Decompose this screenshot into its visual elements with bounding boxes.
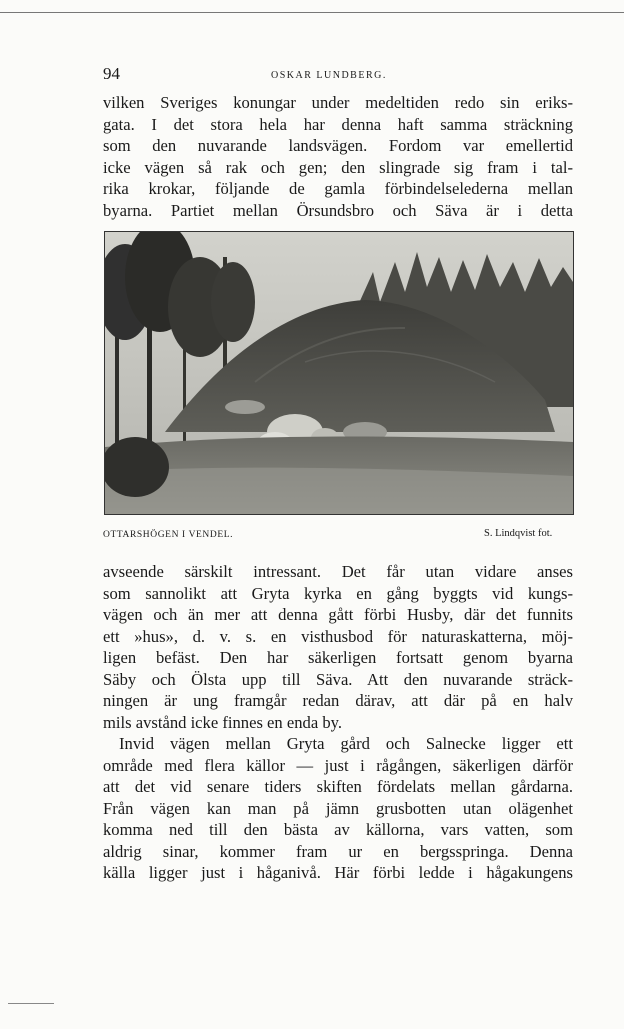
page-number: 94 <box>103 64 120 83</box>
paragraph-2 <box>103 561 573 733</box>
photo-credit: S. Lindqvist fot. <box>484 528 553 539</box>
text-line: komma ned till den bästa av källorna, vars vatten, som <box>103 820 573 839</box>
text-line: källa ligger just i håganivå. Här förbi ledde i hågakungens <box>103 863 573 882</box>
text-line: att det vid senare tiders skiften fördelats mellan gårdarna. <box>103 777 573 796</box>
text-line: rika krokar, följande de gamla förbindelselederna mellan <box>103 179 573 198</box>
text-line: vägen och än mer att denna gått förbi Husby, där det funnits <box>103 605 573 624</box>
text-line: Från vägen kan man på jämn grusbotten utan olägenhet <box>103 798 573 818</box>
text-line: vilken Sveriges konungar under medeltiden redo sin eriks- <box>103 93 573 112</box>
top-rule <box>0 12 624 13</box>
running-head: OSKAR LUNDBERG. <box>271 70 387 81</box>
text-line: avseende särskilt intressant. Det får utan vidare anses <box>103 562 573 581</box>
figure-caption: OTTARSHÖGEN I VENDEL. <box>103 530 234 540</box>
text-line: ningen är ung framgår redan därav, att där på en halv <box>103 691 573 710</box>
burial-mound-photo <box>104 231 574 515</box>
text-line: mils avstånd icke finnes en enda by. <box>103 712 343 732</box>
text-line: Invid vägen mellan Gryta gård och Salnecke ligger ett <box>119 734 573 753</box>
text-line: ligen befäst. Den har säkerligen fortsatt genom byarna <box>103 648 573 667</box>
paragraph-1 <box>103 92 573 221</box>
text-line: område med flera källor — just i rågången, säkerligen därför <box>103 755 573 775</box>
text-line: som den nuvarande landsvägen. Fordom var emellertid <box>103 136 573 155</box>
paragraph-3 <box>103 733 573 884</box>
page-header <box>103 64 573 84</box>
text-line: som sannolikt att Gryta kyrka en gång byggts vid kungs- <box>103 583 573 603</box>
scan-mark <box>8 1003 54 1004</box>
text-line: ett »hus», d. v. s. en visthusbod för naturaskatterna, möj- <box>103 626 573 646</box>
text-line: byarna. Partiet mellan Örsundsbro och Säva är i detta <box>103 200 573 220</box>
text-line: icke vägen så rak och gen; den slingrade sig fram i tal- <box>103 157 573 177</box>
text-line: Säby och Ölsta upp till Säva. Att den nuvarande sträck- <box>103 669 573 689</box>
text-line: gata. I det stora hela har denna haft samma sträckning <box>103 114 573 134</box>
text-line: aldrig sinar, kommer fram ur en bergsspringa. Denna <box>103 841 573 861</box>
